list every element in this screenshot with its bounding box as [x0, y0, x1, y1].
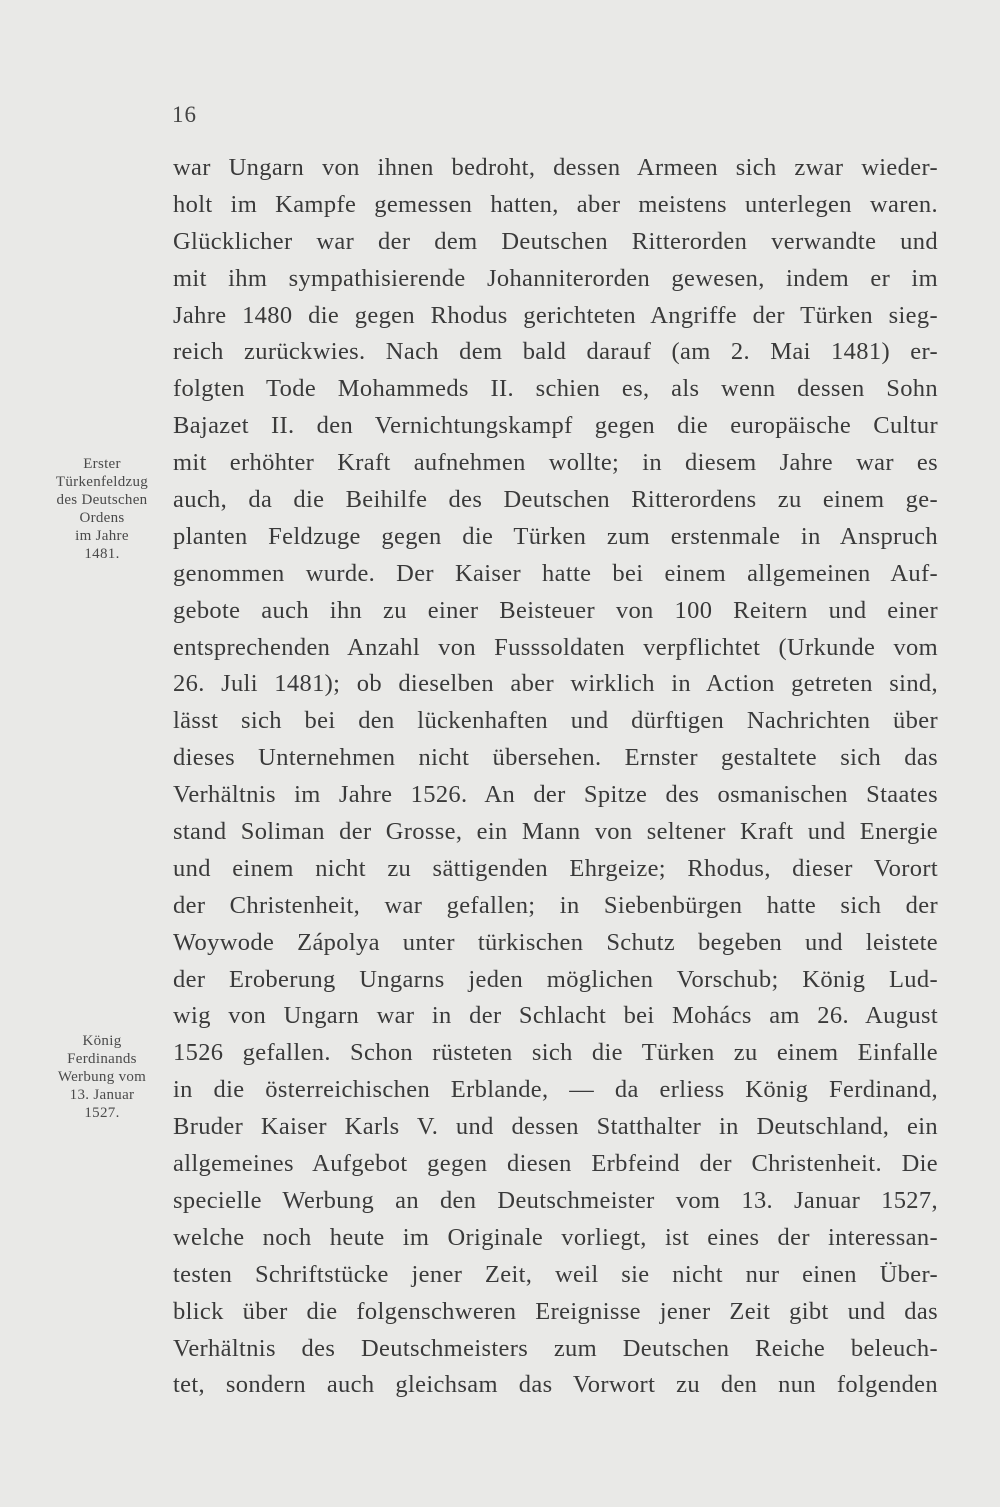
margin-note-line: des Deutschen: [56, 492, 148, 508]
margin-note-line: König: [82, 1033, 122, 1049]
text-line: Verhältnis des Deutschmeisters zum Deutschen Reiche beleuch-: [173, 1334, 938, 1362]
text-line: folgten Tode Mohammeds II. schien es, als wenn dessen Sohn: [173, 375, 938, 403]
text-line: welche noch heute im Originale vorliegt, ist eines der interessan-: [173, 1223, 938, 1251]
margin-note-line: im Jahre: [75, 528, 129, 544]
text-line: und einem nicht zu sättigenden Ehrgeize; Rhodus, dieser Vorort: [173, 854, 938, 882]
margin-note-line: Türkenfeldzug: [55, 474, 149, 490]
text-line: 26. Juli 1481); ob dieselben aber wirklich in Action getreten sind,: [173, 670, 938, 698]
margin-note-line: Werbung vom: [57, 1069, 147, 1085]
text-line: stand Soliman der Grosse, ein Mann von seltener Kraft und Energie: [173, 818, 938, 846]
text-line: Woywode Zápolya unter türkischen Schutz begeben und leistete: [173, 928, 938, 956]
text-line: mit ihm sympathisierende Johanniterorden gewesen, indem er im: [173, 264, 938, 292]
margin-note-line: Erster: [83, 456, 121, 472]
margin-note-line: 1481.: [84, 546, 120, 562]
text-line: Jahre 1480 die gegen Rhodus gerichteten Angriffe der Türken sieg-: [173, 301, 938, 329]
margin-note-tuerkenfeldzug: [27, 455, 177, 563]
text-line: in die österreichischen Erblande, — da erliess König Ferdinand,: [173, 1076, 938, 1104]
margin-note-line: Ferdinands: [67, 1051, 137, 1067]
text-line: 1526 gefallen. Schon rüsteten sich die Türken zu einem Einfalle: [173, 1039, 938, 1067]
text-line: Glücklicher war der dem Deutschen Ritterorden verwandte und: [173, 227, 938, 255]
text-line: wig von Ungarn war in der Schlacht bei Mohács am 26. August: [173, 1002, 938, 1030]
text-line: reich zurückwies. Nach dem bald darauf (am 2. Mai 1481) er-: [173, 338, 938, 366]
text-line: lässt sich bei den lückenhaften und dürftigen Nachrichten über: [173, 707, 938, 735]
text-line: dieses Unternehmen nicht übersehen. Ernster gestaltete sich das: [173, 744, 938, 772]
text-line: war Ungarn von ihnen bedroht, dessen Armeen sich zwar wieder-: [173, 154, 938, 181]
text-line: testen Schriftstücke jener Zeit, weil sie nicht nur einen Über-: [173, 1260, 938, 1288]
text-line: blick über die folgenschweren Ereignisse jener Zeit gibt und das: [173, 1297, 938, 1325]
text-line: Bajazet II. den Vernichtungskampf gegen die europäische Cultur: [173, 412, 938, 440]
body-text: [173, 150, 938, 1404]
text-line: genommen wurde. Der Kaiser hatte bei einem allgemeinen Auf-: [173, 559, 938, 587]
text-line: der Eroberung Ungarns jeden möglichen Vorschub; König Lud-: [173, 965, 938, 993]
text-line: mit erhöhter Kraft aufnehmen wollte; in diesem Jahre war es: [173, 449, 938, 477]
text-line: entsprechenden Anzahl von Fusssoldaten verpflichtet (Urkunde vom: [173, 633, 938, 661]
text-line: tet, sondern auch gleichsam das Vorwort zu den nun folgenden: [173, 1371, 938, 1399]
page-number: 16: [172, 102, 197, 127]
margin-note-werbung: [27, 1032, 177, 1122]
text-line: Bruder Kaiser Karls V. und dessen Statthalter in Deutschland, ein: [173, 1113, 938, 1141]
text-line: Verhältnis im Jahre 1526. An der Spitze des osmanischen Staates: [173, 781, 938, 809]
margin-note-line: 1527.: [84, 1105, 120, 1121]
text-line: gebote auch ihn zu einer Beisteuer von 100 Reitern und einer: [173, 596, 938, 624]
text-line: planten Feldzuge gegen die Türken zum erstenmale in Anspruch: [173, 522, 938, 550]
margin-note-line: 13. Januar: [69, 1087, 135, 1103]
text-line: specielle Werbung an den Deutschmeister vom 13. Januar 1527,: [173, 1186, 938, 1214]
text-line: holt im Kampfe gemessen hatten, aber meistens unterlegen waren.: [173, 190, 938, 218]
text-line: der Christenheit, war gefallen; in Siebenbürgen hatte sich der: [173, 891, 938, 919]
margin-note-line: Ordens: [79, 510, 125, 526]
text-line: allgemeines Aufgebot gegen diesen Erbfeind der Christenheit. Die: [173, 1150, 938, 1178]
text-line: auch, da die Beihilfe des Deutschen Ritterordens zu einem ge-: [173, 486, 938, 514]
